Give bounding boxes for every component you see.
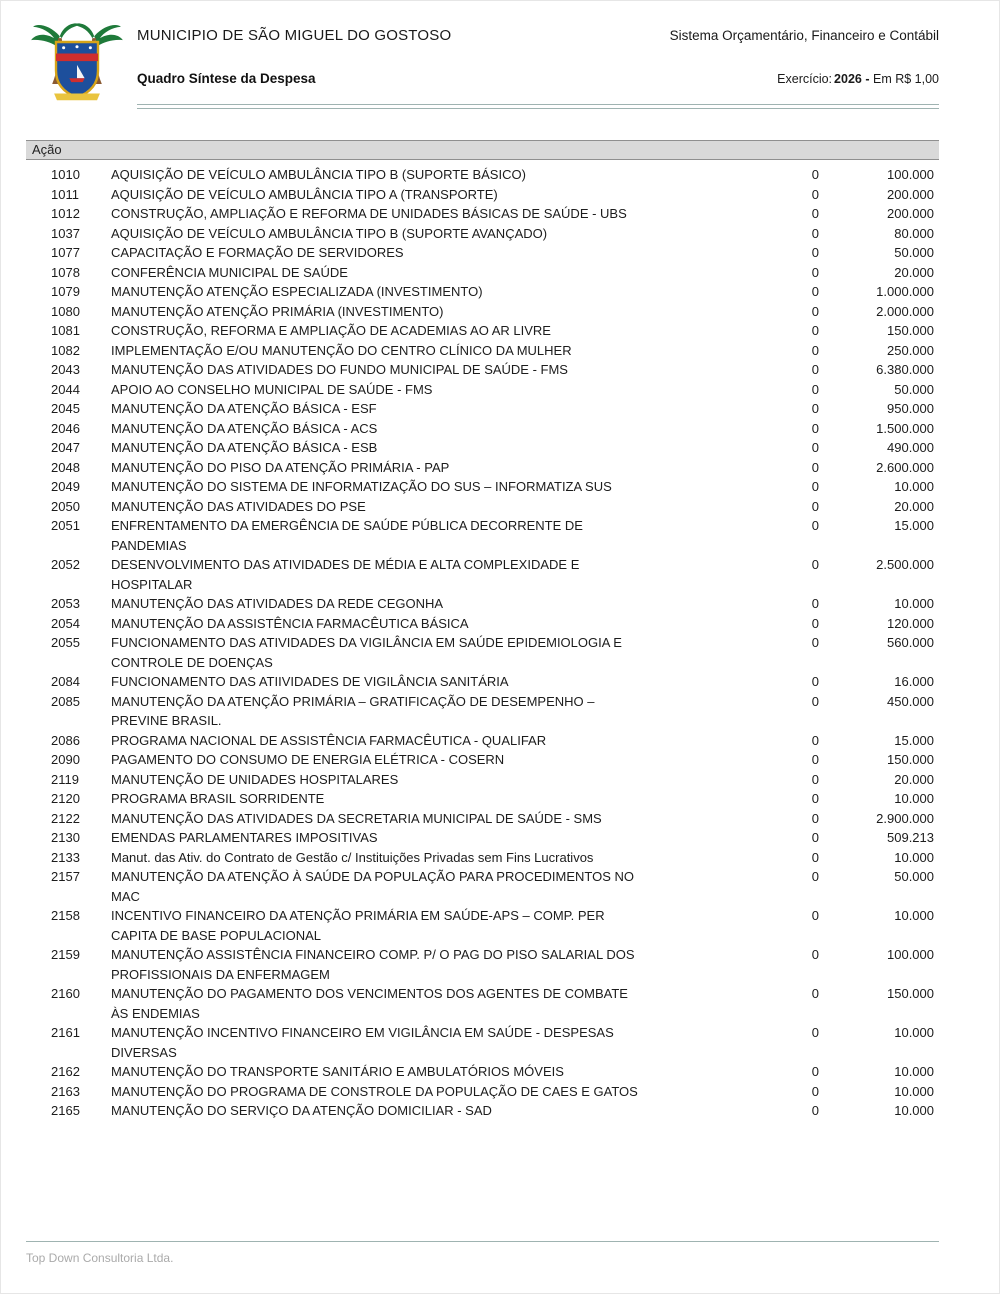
row-zero: 0 — [811, 869, 819, 884]
row-description: CONSTRUÇÃO, REFORMA E AMPLIAÇÃO DE ACADEMIAS AO AR LIVRE — [111, 323, 551, 338]
row-code: 2122 — [51, 810, 80, 826]
row-description: DESENVOLVIMENTO DAS ATIVIDADES DE MÉDIA E ALTA COMPLEXIDADE E HOSPITALAR — [111, 557, 580, 592]
row-value: 200.000 — [887, 206, 934, 221]
row-code: 1080 — [51, 303, 80, 319]
row-code: 1078 — [51, 264, 80, 280]
row-value: 1.500.000 — [876, 420, 934, 436]
table-row — [51, 516, 934, 555]
row-value: 490.000 — [887, 440, 934, 455]
row-value: 150.000 — [887, 323, 934, 338]
row-zero: 0 — [811, 791, 819, 806]
municipality-coat-of-arms-icon — [31, 21, 123, 110]
row-value: 20.000 — [894, 498, 934, 514]
table-row — [51, 848, 934, 868]
row-value: 1.000.000 — [876, 284, 934, 299]
row-code: 2165 — [51, 1103, 80, 1118]
row-value: 20.000 — [894, 771, 934, 787]
table-row — [51, 614, 934, 634]
row-value: 50.000 — [894, 869, 934, 884]
row-value: 20.000 — [894, 264, 934, 280]
row-zero: 0 — [811, 810, 819, 826]
row-value: 2.900.000 — [876, 810, 934, 826]
row-zero: 0 — [811, 342, 819, 358]
row-zero: 0 — [811, 732, 819, 748]
table-body — [51, 165, 934, 1121]
row-code: 2163 — [51, 1083, 80, 1099]
row-zero: 0 — [811, 908, 819, 923]
row-value: 10.000 — [894, 1025, 934, 1040]
table-row — [51, 1023, 934, 1062]
row-code: 2157 — [51, 869, 80, 884]
exercise-suffix: Em R$ 1,00 — [872, 72, 939, 86]
row-code: 2046 — [51, 420, 80, 436]
row-zero: 0 — [811, 420, 819, 436]
row-description: MANUTENÇÃO DO SERVIÇO DA ATENÇÃO DOMICILIAR - SAD — [111, 1103, 492, 1118]
row-code: 1077 — [51, 245, 80, 260]
row-description: CAPACITAÇÃO E FORMAÇÃO DE SERVIDORES — [111, 245, 404, 260]
row-zero: 0 — [811, 1103, 819, 1118]
table-row — [51, 750, 934, 770]
row-code: 1082 — [51, 342, 80, 358]
row-code: 2053 — [51, 596, 80, 611]
footer-company: Top Down Consultoria Ltda. — [26, 1251, 174, 1265]
table-row — [51, 984, 934, 1023]
row-code: 2130 — [51, 830, 80, 845]
row-description: MANUTENÇÃO ATENÇÃO ESPECIALIZADA (INVESTIMENTO) — [111, 284, 483, 299]
table-row — [51, 1082, 934, 1102]
header-row-1 — [137, 27, 939, 44]
row-zero: 0 — [811, 947, 819, 962]
row-code: 2048 — [51, 459, 80, 475]
row-description: MANUTENÇÃO DO PAGAMENTO DOS VENCIMENTOS DOS AGENTES DE COMBATE ÀS ENDEMIAS — [111, 986, 628, 1021]
row-description: MANUTENÇÃO INCENTIVO FINANCEIRO EM VIGILÂNCIA EM SAÚDE - DESPESAS DIVERSAS — [111, 1025, 614, 1060]
row-zero: 0 — [811, 674, 819, 689]
table-row — [51, 185, 934, 205]
row-zero: 0 — [811, 1083, 819, 1099]
row-value: 2.500.000 — [876, 557, 934, 572]
row-zero: 0 — [811, 167, 819, 182]
table-row — [51, 419, 934, 439]
table-row — [51, 945, 934, 984]
row-zero: 0 — [811, 303, 819, 319]
row-description: INCENTIVO FINANCEIRO DA ATENÇÃO PRIMÁRIA EM SAÚDE-APS – COMP. PER CAPITA DE BASE POPULACIONAL — [111, 908, 605, 943]
table-row — [51, 380, 934, 400]
row-zero: 0 — [811, 479, 819, 494]
row-value: 16.000 — [894, 674, 934, 689]
table-row — [51, 809, 934, 829]
row-value: 560.000 — [887, 635, 934, 650]
row-value: 50.000 — [894, 381, 934, 397]
table-row — [51, 633, 934, 672]
row-code: 2161 — [51, 1025, 80, 1040]
row-description: MANUTENÇÃO DA ATENÇÃO BÁSICA - ESF — [111, 401, 377, 416]
row-code: 1010 — [51, 167, 80, 182]
row-zero: 0 — [811, 362, 819, 377]
row-code: 2119 — [51, 771, 79, 787]
row-zero: 0 — [811, 557, 819, 572]
row-value: 150.000 — [887, 752, 934, 767]
row-zero: 0 — [811, 518, 819, 533]
row-description: FUNCIONAMENTO DAS ATIVIDADES DA VIGILÂNCIA EM SAÚDE EPIDEMIOLOGIA E CONTROLE DE DOENÇAS — [111, 635, 622, 670]
table-row — [51, 243, 934, 263]
row-description: MANUTENÇÃO DAS ATIVIDADES DO PSE — [111, 498, 366, 514]
table-row — [51, 867, 934, 906]
row-zero: 0 — [811, 986, 819, 1001]
municipality-name: MUNICIPIO DE SÃO MIGUEL DO GOSTOSO — [137, 27, 452, 44]
row-description: MANUTENÇÃO ATENÇÃO PRIMÁRIA (INVESTIMENTO) — [111, 303, 444, 319]
table-row — [51, 321, 934, 341]
row-value: 509.213 — [887, 830, 934, 845]
table-row — [51, 341, 934, 361]
row-description: EMENDAS PARLAMENTARES IMPOSITIVAS — [111, 830, 378, 845]
table-row — [51, 360, 934, 380]
row-code: 2086 — [51, 732, 80, 748]
row-code: 2133 — [51, 849, 80, 865]
row-code: 2044 — [51, 381, 80, 397]
row-zero: 0 — [811, 284, 819, 299]
table-row — [51, 555, 934, 594]
row-description: ENFRENTAMENTO DA EMERGÊNCIA DE SAÚDE PÚBLICA DECORRENTE DE PANDEMIAS — [111, 518, 583, 553]
table-row — [51, 1101, 934, 1121]
row-value: 15.000 — [894, 732, 934, 748]
row-code: 2090 — [51, 752, 80, 767]
row-description: MANUTENÇÃO DA ATENÇÃO À SAÚDE DA POPULAÇÃO PARA PROCEDIMENTOS NO MAC — [111, 869, 634, 904]
row-zero: 0 — [811, 186, 819, 202]
row-value: 6.380.000 — [876, 362, 934, 377]
row-zero: 0 — [811, 635, 819, 650]
row-zero: 0 — [811, 1025, 819, 1040]
row-zero: 0 — [811, 225, 819, 241]
row-code: 2049 — [51, 479, 80, 494]
row-code: 2052 — [51, 557, 80, 572]
table-row — [51, 477, 934, 497]
section-header-label: Ação — [32, 142, 62, 157]
row-description: PROGRAMA NACIONAL DE ASSISTÊNCIA FARMACÊUTICA - QUALIFAR — [111, 732, 547, 748]
row-value: 50.000 — [894, 245, 934, 260]
row-zero: 0 — [811, 615, 819, 631]
row-code: 1081 — [51, 323, 80, 338]
row-zero: 0 — [811, 498, 819, 514]
row-zero: 0 — [811, 440, 819, 455]
row-code: 2084 — [51, 674, 80, 689]
row-zero: 0 — [811, 206, 819, 221]
row-code: 1012 — [51, 206, 80, 221]
row-value: 2.600.000 — [876, 459, 934, 475]
table-section-header — [26, 140, 939, 160]
row-code: 2050 — [51, 498, 80, 514]
exercise-label: Exercício: — [777, 72, 833, 86]
row-description: MANUTENÇÃO DA ATENÇÃO BÁSICA - ACS — [111, 420, 378, 436]
row-value: 120.000 — [887, 615, 934, 631]
row-description: MANUTENÇÃO DO PROGRAMA DE CONSTROLE DA POPULAÇÃO DE CAES E GATOS — [111, 1083, 638, 1099]
row-zero: 0 — [811, 849, 819, 865]
row-value: 2.000.000 — [876, 303, 934, 319]
row-code: 2159 — [51, 947, 80, 962]
row-value: 10.000 — [894, 479, 934, 494]
row-value: 10.000 — [894, 908, 934, 923]
row-description: Manut. das Ativ. do Contrato de Gestão c/ Instituições Privadas sem Fins Lucrativos — [111, 849, 594, 865]
table-row — [51, 165, 934, 185]
row-code: 1079 — [51, 284, 80, 299]
row-value: 200.000 — [887, 186, 934, 202]
table-row — [51, 789, 934, 809]
row-value: 100.000 — [887, 167, 934, 182]
row-description: MANUTENÇÃO DA ATENÇÃO PRIMÁRIA – GRATIFICAÇÃO DE DESEMPENHO – PREVINE BRASIL. — [111, 693, 595, 728]
table-row — [51, 731, 934, 751]
row-description: MANUTENÇÃO ASSISTÊNCIA FINANCEIRO COMP. P/ O PAG DO PISO SALARIAL DOS PROFISSIONAIS DA ENFERMAGEM — [111, 947, 635, 982]
row-value: 100.000 — [887, 947, 934, 962]
row-description: AQUISIÇÃO DE VEÍCULO AMBULÂNCIA TIPO B (SUPORTE BÁSICO) — [111, 167, 526, 182]
row-description: FUNCIONAMENTO DAS ATIIVIDADES DE VIGILÂNCIA SANITÁRIA — [111, 674, 509, 689]
row-description: PAGAMENTO DO CONSUMO DE ENERGIA ELÉTRICA - COSERN — [111, 752, 505, 767]
row-code: 1037 — [51, 225, 80, 241]
row-description: APOIO AO CONSELHO MUNICIPAL DE SAÚDE - FMS — [111, 381, 433, 397]
row-description: MANUTENÇÃO DE UNIDADES HOSPITALARES — [111, 771, 399, 787]
row-value: 10.000 — [894, 791, 934, 806]
row-description: CONFERÊNCIA MUNICIPAL DE SAÚDE — [111, 264, 348, 280]
row-value: 150.000 — [887, 986, 934, 1001]
table-row — [51, 828, 934, 848]
table-row — [51, 302, 934, 322]
row-code: 2054 — [51, 615, 80, 631]
row-description: AQUISIÇÃO DE VEÍCULO AMBULÂNCIA TIPO B (SUPORTE AVANÇADO) — [111, 225, 548, 241]
row-zero: 0 — [811, 264, 819, 280]
row-value: 10.000 — [894, 596, 934, 611]
row-zero: 0 — [811, 381, 819, 397]
row-value: 250.000 — [887, 342, 934, 358]
row-description: MANUTENÇÃO DO PISO DA ATENÇÃO PRIMÁRIA - PAP — [111, 459, 450, 475]
table-row — [51, 497, 934, 517]
row-value: 450.000 — [887, 693, 934, 709]
row-zero: 0 — [811, 323, 819, 338]
report-title: Quadro Síntese da Despesa — [137, 71, 316, 86]
system-name: Sistema Orçamentário, Financeiro e Contábil — [669, 28, 939, 43]
row-zero: 0 — [811, 401, 819, 416]
row-code: 2051 — [51, 518, 80, 533]
table-row — [51, 282, 934, 302]
table-row — [51, 770, 934, 790]
row-code: 2085 — [51, 693, 80, 709]
row-zero: 0 — [811, 459, 819, 475]
table-row — [51, 263, 934, 283]
row-zero: 0 — [811, 1064, 819, 1079]
row-code: 2160 — [51, 986, 80, 1001]
row-description: MANUTENÇÃO DAS ATIVIDADES DO FUNDO MUNICIPAL DE SAÚDE - FMS — [111, 362, 568, 377]
row-value: 950.000 — [887, 401, 934, 416]
row-description: IMPLEMENTAÇÃO E/OU MANUTENÇÃO DO CENTRO CLÍNICO DA MULHER — [111, 342, 572, 358]
header-divider — [137, 104, 939, 109]
row-description: PROGRAMA BRASIL SORRIDENTE — [111, 791, 325, 806]
exercise-year: 2026 - — [834, 72, 870, 86]
row-zero: 0 — [811, 752, 819, 767]
table-row — [51, 224, 934, 244]
row-zero: 0 — [811, 245, 819, 260]
row-description: MANUTENÇÃO DAS ATIVIDADES DA REDE CEGONHA — [111, 596, 444, 611]
row-description: MANUTENÇÃO DO TRANSPORTE SANITÁRIO E AMBULATÓRIOS MÓVEIS — [111, 1064, 564, 1079]
row-description: AQUISIÇÃO DE VEÍCULO AMBULÂNCIA TIPO A (TRANSPORTE) — [111, 186, 498, 202]
header-row-2 — [137, 71, 939, 86]
row-code: 2055 — [51, 635, 80, 650]
row-code: 2047 — [51, 440, 80, 455]
table-row — [51, 1062, 934, 1082]
row-zero: 0 — [811, 596, 819, 611]
row-description: MANUTENÇÃO DA ASSISTÊNCIA FARMACÊUTICA BÁSICA — [111, 615, 469, 631]
table-row — [51, 906, 934, 945]
report-header — [1, 1, 999, 110]
row-code: 2162 — [51, 1064, 80, 1079]
row-description: MANUTENÇÃO DA ATENÇÃO BÁSICA - ESB — [111, 440, 378, 455]
row-code: 2043 — [51, 362, 80, 377]
table-row — [51, 672, 934, 692]
row-value: 10.000 — [894, 1083, 934, 1099]
table-row — [51, 594, 934, 614]
table-row — [51, 399, 934, 419]
row-description: CONSTRUÇÃO, AMPLIAÇÃO E REFORMA DE UNIDADES BÁSICAS DE SAÚDE - UBS — [111, 206, 627, 221]
table-row — [51, 438, 934, 458]
row-code: 2045 — [51, 401, 80, 416]
row-value: 10.000 — [894, 849, 934, 865]
row-description: MANUTENÇÃO DAS ATIVIDADES DA SECRETARIA MUNICIPAL DE SAÚDE - SMS — [111, 810, 602, 826]
row-zero: 0 — [811, 830, 819, 845]
report-footer — [26, 1241, 939, 1265]
table-row — [51, 692, 934, 731]
row-zero: 0 — [811, 771, 819, 787]
row-value: 10.000 — [894, 1103, 934, 1118]
row-value: 15.000 — [894, 518, 934, 533]
exercise-info — [777, 72, 939, 86]
row-zero: 0 — [811, 693, 819, 709]
row-description: MANUTENÇÃO DO SISTEMA DE INFORMATIZAÇÃO DO SUS – INFORMATIZA SUS — [111, 479, 612, 494]
footer-divider — [26, 1241, 939, 1242]
row-value: 10.000 — [894, 1064, 934, 1079]
table-row — [51, 204, 934, 224]
header-text-block — [137, 21, 939, 109]
table-row — [51, 458, 934, 478]
row-value: 80.000 — [894, 225, 934, 241]
row-code: 2158 — [51, 908, 80, 923]
row-code: 1011 — [51, 186, 79, 202]
row-code: 2120 — [51, 791, 80, 806]
